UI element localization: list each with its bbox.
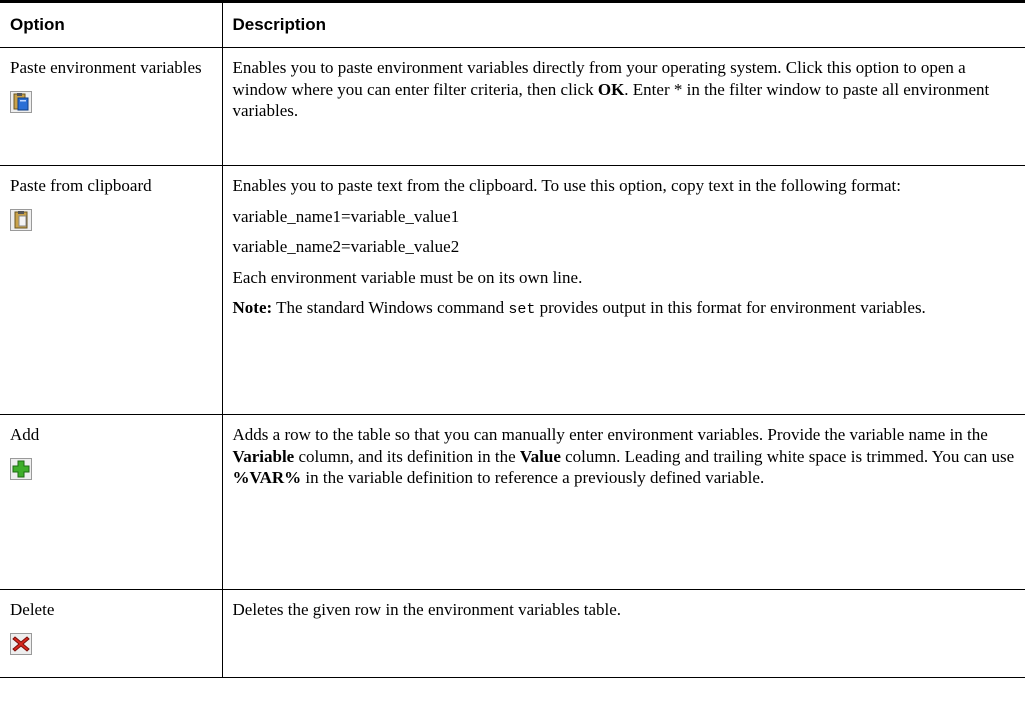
header-description: Description — [232, 15, 327, 34]
option-cell — [0, 590, 222, 678]
note-text — [233, 297, 1016, 321]
desc-text-part: provides output in this format for environment variables. — [535, 298, 926, 317]
description-cell — [222, 590, 1025, 678]
desc-text-part: in the variable definition to reference a previously defined variable. — [301, 468, 765, 487]
table-row — [0, 415, 1025, 590]
description-cell — [222, 166, 1025, 415]
add-plus-icon — [10, 458, 32, 480]
description-cell — [222, 48, 1025, 166]
option-label: Add — [10, 425, 40, 444]
delete-x-icon — [10, 633, 32, 655]
option-label: Paste from clipboard — [10, 176, 152, 195]
header-option: Option — [0, 2, 222, 48]
value-emphasis: Value — [519, 446, 561, 466]
option-cell — [0, 415, 222, 590]
table-row — [0, 166, 1025, 415]
description-text: Deletes the given row in the environment variables table. — [232, 600, 622, 619]
table-row — [0, 48, 1025, 166]
option-label: Paste environment variables — [10, 58, 202, 77]
description-text: Enables you to paste text from the clipboard. To use this option, copy text in the following format: — [232, 176, 901, 195]
paste-clipboard-icon — [10, 209, 32, 231]
format-line-1: variable_name1=variable_value1 — [232, 206, 460, 226]
desc-text-part: . Enter * in the filter window to paste all environment variables. — [232, 79, 990, 120]
description-text — [233, 424, 1016, 489]
table-row — [0, 590, 1025, 678]
option-label: Delete — [10, 600, 55, 619]
description-cell — [222, 415, 1025, 590]
option-cell — [0, 48, 222, 166]
description-text — [233, 57, 1016, 122]
command-code: set — [508, 301, 536, 318]
desc-text-part: column, and its definition in the — [294, 446, 520, 466]
table-header — [0, 2, 1025, 48]
variable-emphasis: Variable — [232, 446, 295, 466]
desc-text-part: Enables you to paste environment variables directly from your operating system. Click this option to open a window where you can enter filter criteria, then click — [232, 58, 966, 99]
desc-text-part: Adds a row to the table so that you can manually enter environment variables. Provide the variable name in the — [232, 425, 988, 444]
note-label: Note: — [232, 298, 273, 317]
ok-emphasis: OK — [597, 79, 625, 99]
desc-text-part: column. Leading and trailing white space is trimmed. You can use — [560, 446, 1015, 466]
desc-text-part: The standard Windows command — [272, 298, 509, 317]
option-cell — [0, 166, 222, 415]
description-text: Each environment variable must be on its own line. — [232, 267, 583, 287]
paste-environment-icon — [10, 91, 32, 113]
format-line-2: variable_name2=variable_value2 — [232, 237, 460, 256]
var-emphasis: %VAR% — [232, 468, 302, 487]
